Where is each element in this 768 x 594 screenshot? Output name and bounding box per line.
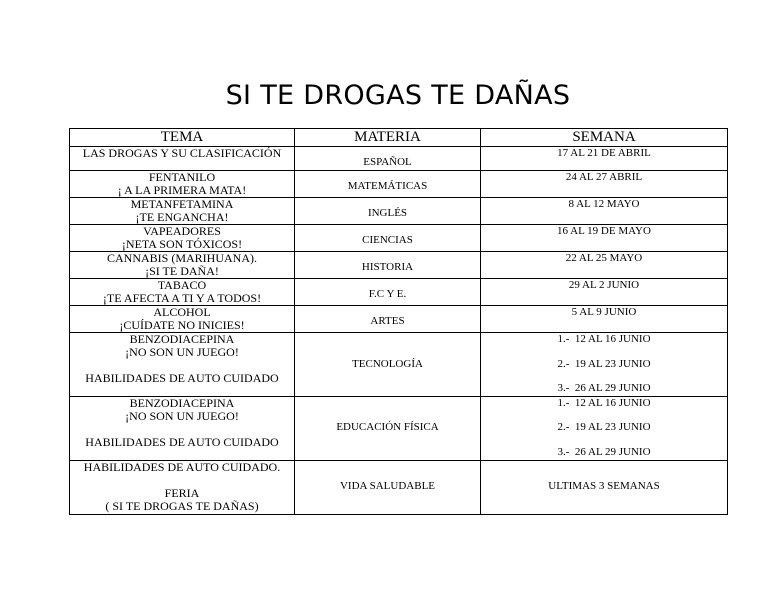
tema-cell <box>70 306 295 333</box>
tema-line: ¡ A LA PRIMERA MATA! <box>117 183 247 197</box>
tema-cell <box>70 279 295 306</box>
tema-line: METANFETAMINA <box>130 197 234 211</box>
semana-cell <box>481 460 728 514</box>
semana-line: 3.- 26 AL 29 JUNIO <box>557 382 651 395</box>
materia-label: CIENCIAS <box>362 234 413 247</box>
header-tema: TEMA <box>70 129 295 147</box>
semana-cell <box>481 333 728 397</box>
table-row <box>70 279 728 306</box>
tema-line: HABILIDADES DE AUTO CUIDADO <box>85 434 279 449</box>
materia-cell <box>295 333 481 397</box>
tema-line: FERIA <box>164 485 200 500</box>
tema-line: TABACO <box>157 278 207 292</box>
materia-cell <box>295 252 481 279</box>
tema-line: ¡TE ENGANCHA! <box>135 210 229 224</box>
tema-line <box>73 474 291 487</box>
materia-label: EDUCACIÓN FÍSICA <box>336 421 439 434</box>
materia-label: HISTORIA <box>361 261 414 274</box>
semana-cell <box>481 279 728 306</box>
semana-line: 2.- 19 AL 23 JUNIO <box>557 421 651 434</box>
document-title: SI TE DROGAS TE DAÑAS <box>225 80 571 111</box>
tema-line: HABILIDADES DE AUTO CUIDADO. <box>83 459 281 474</box>
materia-cell <box>295 225 481 252</box>
semana-cell <box>481 396 728 460</box>
table-row <box>70 198 728 225</box>
semana-line: ULTIMAS 3 SEMANAS <box>548 480 660 493</box>
tema-cell <box>70 252 295 279</box>
materia-cell <box>295 396 481 460</box>
tema-line: ¡TE AFECTA A TI Y A TODOS! <box>102 291 262 305</box>
tema-cell <box>70 333 295 397</box>
tema-line: BENZODIACEPINA <box>129 332 235 346</box>
tema-cell <box>70 198 295 225</box>
table-row <box>70 171 728 198</box>
semana-cell <box>481 306 728 333</box>
tema-line: ¡SI TE DAÑA! <box>145 264 219 278</box>
tema-line: ¡NO SON UN JUEGO! <box>125 345 239 359</box>
semana-line: 1.- 12 AL 16 JUNIO <box>557 396 651 409</box>
tema-line: LAS DROGAS Y SU CLASIFICACIÓN <box>82 146 282 160</box>
tema-line: FENTANILO <box>148 170 216 184</box>
tema-line: VAPEADORES <box>143 224 221 238</box>
semana-gap <box>484 347 724 358</box>
semana-cell <box>481 252 728 279</box>
materia-label: TECNOLOGÍA <box>352 357 423 370</box>
semana-line: 3.- 26 AL 29 JUNIO <box>557 445 651 458</box>
tema-line: ¡CUÍDATE NO INICIES! <box>119 318 245 332</box>
tema-cell <box>70 460 295 514</box>
tema-line: ¡NETA SON TÓXICOS! <box>121 237 243 251</box>
semana-line: 22 AL 25 MAYO <box>565 252 643 264</box>
materia-label: VIDA SALUDABLE <box>339 480 436 493</box>
semana-cell <box>481 171 728 198</box>
semana-line: 8 AL 12 MAYO <box>568 198 640 210</box>
materia-cell <box>295 198 481 225</box>
table-row <box>70 225 728 252</box>
table-row <box>70 252 728 279</box>
semana-line: 5 AL 9 JUNIO <box>571 306 637 318</box>
semana-gap <box>484 371 724 382</box>
semana-gap <box>484 410 724 421</box>
materia-cell <box>295 279 481 306</box>
tema-cell <box>70 225 295 252</box>
tema-line: ¡NO SON UN JUEGO! <box>125 408 239 423</box>
semana-line: 29 AL 2 JUNIO <box>568 279 640 291</box>
table-row <box>70 460 728 514</box>
tema-cell <box>70 396 295 460</box>
materia-cell <box>295 306 481 333</box>
semana-cell <box>481 198 728 225</box>
semana-line: 1.- 12 AL 16 JUNIO <box>557 333 651 345</box>
semana-cell <box>481 225 728 252</box>
materia-cell <box>295 147 481 171</box>
tema-line: ( SI TE DROGAS TE DAÑAS) <box>105 498 259 513</box>
tema-cell <box>70 171 295 198</box>
tema-line <box>73 423 291 436</box>
materia-cell <box>295 460 481 514</box>
tema-line: CANNABIS (MARIHUANA). <box>107 251 257 265</box>
materia-label: ESPAÑOL <box>363 156 412 169</box>
header-semana: SEMANA <box>481 129 728 147</box>
semana-line: 24 AL 27 ABRIL <box>565 171 643 183</box>
table-row <box>70 147 728 171</box>
materia-label: ARTES <box>370 315 405 328</box>
semana-line: 2.- 19 AL 23 JUNIO <box>557 357 651 370</box>
tema-cell <box>70 147 295 171</box>
semana-cell <box>481 147 728 171</box>
table-row <box>70 396 728 460</box>
materia-label: MATEMÁTICAS <box>347 180 428 193</box>
semana-line: 16 AL 19 DE MAYO <box>557 225 651 237</box>
schedule-table <box>69 128 728 515</box>
semana-gap <box>484 435 724 446</box>
header-materia: MATERIA <box>295 129 481 147</box>
table-header-row <box>70 129 728 147</box>
materia-label: F.C Y E. <box>368 288 407 301</box>
materia-label: INGLÉS <box>367 207 408 220</box>
tema-line: BENZODIACEPINA <box>129 395 235 410</box>
tema-line: ALCOHOL <box>153 305 211 319</box>
materia-cell <box>295 171 481 198</box>
table-row <box>70 306 728 333</box>
table-row <box>70 333 728 397</box>
tema-line: HABILIDADES DE AUTO CUIDADO <box>85 371 279 385</box>
semana-line: 17 AL 21 DE ABRIL <box>557 147 651 159</box>
